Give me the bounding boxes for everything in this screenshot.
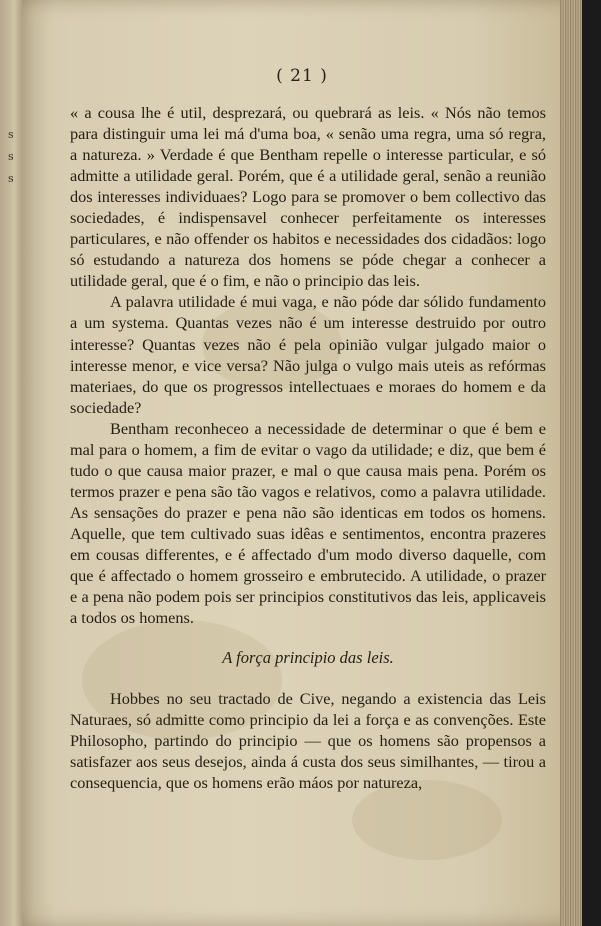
section-heading: A força principio das leis. <box>222 648 394 668</box>
paragraph: Bentham reconheceo a necessidade de determinar o que é bem e mal para o homem, a fim de evitar o vago da utilidade; e diz, que bem é tudo o que causa maior prazer, e mal o que causa mais pena. Porém os termos prazer e pena são tão vagos e relativos, como a palavra utilidade. As sensações do prazer e pena não são identicas em todos os homens. Aquelle, que tem cultivado suas idêas e sentimentos, encontra prazeres em cousas differentes, e é affectado d'um modo diverso daquelle, com que é affectado o homem grosseiro e embrutecido. A utilidade, o prazer e a pena não podem pois ser principios constitutivos das leis, applicaveis a todos os homens. <box>70 418 546 628</box>
previous-page-fragment: s <box>8 150 14 163</box>
previous-page-fragment: s <box>8 172 14 185</box>
paragraph: « a cousa lhe é util, desprezará, ou quebrará as leis. « Nós não temos para distinguir uma lei má d'uma boa, « senão uma regra, uma só regra, a natureza. » Verdade é que Bentham repelle o interesse particular, e só admitte a utilidade geral. Porém, que é a utilidade geral, senão a reunião dos interesses individuaes? Logo para se promover o bem collectivo das sociedades, é indispensavel conhecer perfeitamente os interesses particulares, e não offender os habitos e necessidades dos cidadãos: logo só estudando a natureza dos homens se póde chegar a conhecer a utilidade geral, que é o fim, e não o principio das leis. <box>70 103 546 291</box>
paragraph: Hobbes no seu tractado de Cive, negando a existencia das Leis Naturaes, só admitte como principio da lei a força e as convenções. Este Philosopho, partindo do principio — que os homens são propensos a satisfazer aos seus desejos, ainda á custa dos seus similhantes, — tirou a consequencia, que os homens erão máos por natureza, <box>70 689 546 793</box>
page-number: ( 21 ) <box>276 66 328 86</box>
body-text <box>70 102 546 793</box>
paragraph: A palavra utilidade é mui vaga, e não póde dar sólido fundamento a um systema. Quantas vezes não é um interesse destruido por outro interesse? Quantas vezes não é pela opinião vulgar julgado maior o interesse menor, e vice versa? Não julga o vulgo mais uteis as refórmas materiaes, do que os progressos intellectuaes e moraes do homem e da sociedade? <box>70 292 546 417</box>
previous-page-fragment: s <box>8 128 14 141</box>
previous-page-edge <box>0 0 24 926</box>
book-page <box>22 0 582 926</box>
page-stack-edge <box>560 0 582 926</box>
